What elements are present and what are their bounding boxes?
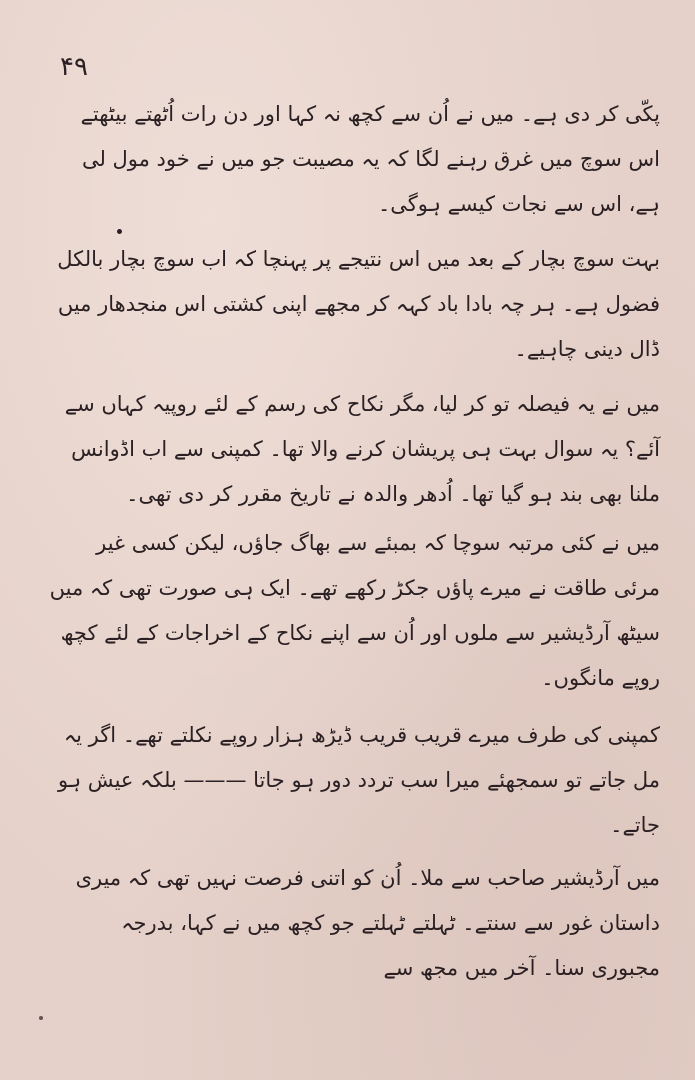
paragraph-5: کمپنی کی طرف میرے قریب قریب ڈیڑھ ہزار روپے نکلتے تھے۔ اگر یہ مل جاتے تو سمجھئے میرا سب تردد دور ہو جاتا ——— بلکہ عیش ہو جاتے۔ (57, 723, 660, 837)
paragraph-4: میں نے کئی مرتبہ سوچا کہ بمبئے سے بھاگ جاؤں، لیکن کسی غیر مرئی طاقت نے میرے پاؤں جکڑ رکھے تھے۔ ایک ہی صورت تھی کہ میں سیٹھ آرڈیشیر سے ملوں اور اُن سے اپنے نکاح کے اخراجات کے لئے کچھ روپے مانگوں۔ (49, 531, 660, 690)
page-number: ۴۹ (60, 52, 88, 82)
paragraph-3: میں نے یہ فیصلہ تو کر لیا، مگر نکاح کی رسم کے لئے روپیہ کہاں سے آئے؟ یہ سوال بہت ہی پریشان کرنے والا تھا۔ کمپنی سے اب اڈوانس ملنا بھی بند ہو گیا تھا۔ اُدھر والدہ نے تاریخ مقرر کر دی تھی۔ (64, 392, 660, 506)
paragraph-6: میں آرڈیشیر صاحب سے ملا۔ اُن کو اتنی فرصت نہیں تھی کہ میری داستان غور سے سنتے۔ ٹہلتے ٹہلتے جو کچھ میں نے کہا، بدرجہ مجبوری سنا۔ آخر میں مجھ سے (75, 866, 660, 980)
ink-dot (117, 229, 122, 234)
paragraph-1: پکّی کر دی ہے۔ میں نے اُن سے کچھ نہ کہا اور دن رات اُٹھتے بیٹھتے اس سوچ میں غرق رہنے لگا کہ یہ مصیبت جو میں نے خود مول لی ہے، اس سے نجات کیسے ہوگی۔ (80, 102, 660, 216)
paragraph-2: بہت سوچ بچار کے بعد میں اس نتیجے پر پہنچا کہ اب سوچ بچار بالکل فضول ہے۔ ہر چہ بادا باد کہہ کر مجھے اپنی کشتی اس منجدھار میں ڈال دینی چاہیے۔ (57, 247, 660, 361)
ink-dot (39, 1016, 43, 1020)
manuscript-text (48, 92, 660, 991)
